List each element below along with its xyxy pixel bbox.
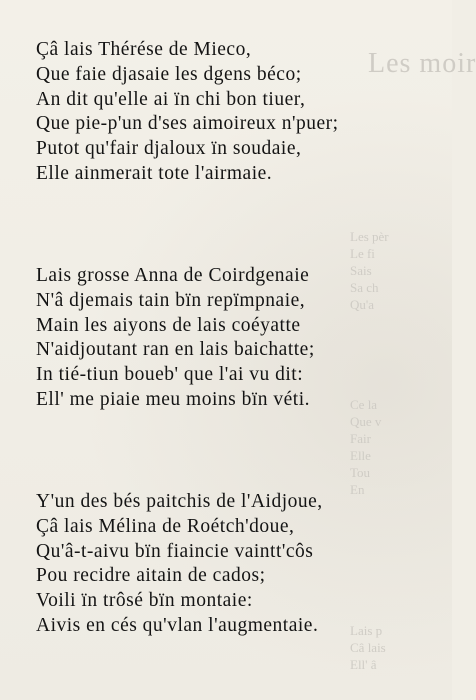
verse-line: An dit qu'elle ai ïn chi bon tiuer, bbox=[36, 88, 306, 110]
verse-line: Putot qu'fair djaloux ïn soudaie, bbox=[36, 138, 302, 160]
bleed-through-line: Ell' â bbox=[350, 657, 377, 672]
bleed-through-heading: Les moir bbox=[368, 48, 476, 79]
bleed-through-block-2 bbox=[350, 396, 381, 498]
bleed-through-line: Câ lais bbox=[350, 640, 386, 655]
verse-line: Que pie-p'un d'ses aimoireux n'puer; bbox=[36, 113, 339, 135]
verse-line: Que faie djasaie les dgens béco; bbox=[36, 63, 302, 85]
bleed-through-block-3 bbox=[350, 622, 386, 673]
bleed-through-line: Sa ch bbox=[350, 280, 379, 295]
verse-line: Main les aiyons de lais coéyatte bbox=[36, 314, 301, 336]
bleed-through-line: Tou bbox=[350, 465, 371, 480]
bleed-through-line: En bbox=[350, 482, 365, 497]
verse-line: Çâ lais Mélina de Roétch'doue, bbox=[36, 515, 295, 537]
verse-line: In tié-tiun boueb' que l'ai vu dit: bbox=[36, 364, 304, 386]
poem-stanza-3 bbox=[36, 490, 323, 639]
verse-line: Çâ lais Thérése de Mieco, bbox=[36, 39, 252, 60]
bleed-through-line: Ce la bbox=[350, 397, 378, 412]
bleed-through-line: Les pèr bbox=[350, 229, 389, 244]
verse-line: Ell' me piaie meu moins bïn véti. bbox=[36, 388, 311, 410]
verse-line: Pou recidre aitain de cados; bbox=[36, 565, 266, 587]
bleed-through-block-1 bbox=[350, 228, 389, 313]
bleed-through-line: Le fi bbox=[350, 246, 375, 261]
poem-stanza-1 bbox=[36, 38, 339, 187]
poem-stanza-2 bbox=[36, 264, 315, 413]
verse-line: Aivis en cés qu'vlan l'augmentaie. bbox=[36, 614, 319, 636]
verse-line: Voili ïn trôsé bïn montaie: bbox=[36, 590, 253, 612]
verse-line: Lais grosse Anna de Coirdgenaie bbox=[36, 265, 310, 286]
verse-line: Elle ainmerait tote l'airmaie. bbox=[36, 162, 273, 184]
bleed-through-line: Sais bbox=[350, 263, 372, 278]
verse-line: Y'un des bés paitchis de l'Aidjoue, bbox=[36, 491, 323, 512]
bleed-through-line: Elle bbox=[350, 448, 371, 463]
bleed-through-line: Qu'a bbox=[350, 297, 375, 312]
bleed-through-line: Lais p bbox=[350, 623, 383, 638]
bleed-through-line: Que v bbox=[350, 414, 382, 429]
verse-line: Qu'â-t-aivu bïn fiaincie vaintt'côs bbox=[36, 540, 314, 562]
bleed-through-line: Fair bbox=[350, 431, 371, 446]
verse-line: N'â djemais tain bïn repïmpnaie, bbox=[36, 289, 306, 311]
verse-line: N'aidjoutant ran en lais baichatte; bbox=[36, 339, 315, 361]
